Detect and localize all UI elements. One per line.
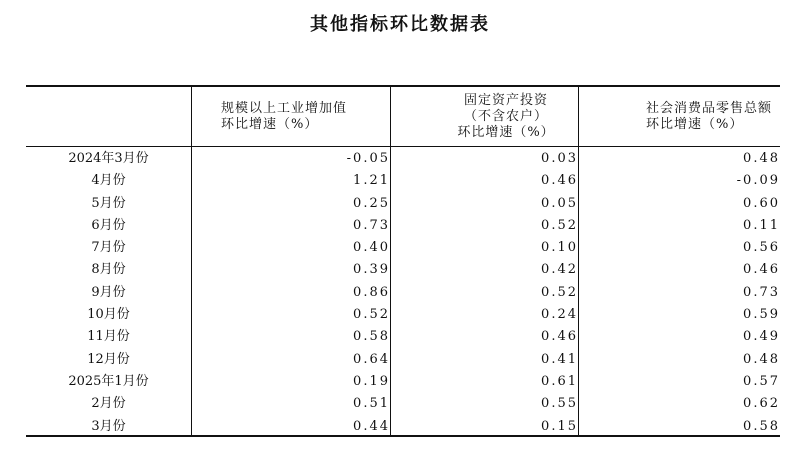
industrial-cell: 1.21 xyxy=(353,173,390,189)
period-cell: 8月份 xyxy=(91,262,126,278)
retail-cell: 0.46 xyxy=(743,262,780,278)
investment-cell: 0.52 xyxy=(541,217,578,233)
period-cell: 9月份 xyxy=(91,284,126,300)
investment-cell: 0.52 xyxy=(541,284,578,300)
header-line: （不含农户） xyxy=(463,109,548,124)
investment-cell: 0.61 xyxy=(541,373,578,389)
period-cell: 3月份 xyxy=(91,418,126,434)
investment-cell: 0.24 xyxy=(541,307,578,323)
industrial-cell: 0.25 xyxy=(353,195,390,211)
period-cell: 4月份 xyxy=(91,173,126,189)
retail-cell: 0.48 xyxy=(743,351,780,367)
industrial-cell: 0.40 xyxy=(353,240,390,256)
header-line: 规模以上工业增加值 xyxy=(221,101,348,116)
header-fixed-asset-investment xyxy=(446,89,566,145)
investment-cell: 0.42 xyxy=(541,262,578,278)
retail-cell: -0.09 xyxy=(736,173,780,189)
retail-cell: 0.56 xyxy=(743,240,780,256)
table-row xyxy=(26,393,780,415)
industrial-cell: 0.64 xyxy=(353,351,390,367)
retail-cell: 0.59 xyxy=(743,307,780,323)
page-title: 其他指标环比数据表 xyxy=(310,14,490,35)
table-body xyxy=(26,148,780,438)
table-row xyxy=(26,326,780,348)
investment-cell: 0.05 xyxy=(541,195,578,211)
investment-cell: 0.41 xyxy=(541,351,578,367)
industrial-cell: 0.52 xyxy=(353,307,390,323)
industrial-cell: 0.51 xyxy=(353,396,390,412)
table-row xyxy=(26,349,780,371)
investment-cell: 0.55 xyxy=(541,396,578,412)
header-line: 固定资产投资 xyxy=(463,93,548,108)
investment-cell: 0.10 xyxy=(541,240,578,256)
industrial-cell: 0.19 xyxy=(353,373,390,389)
period-cell: 2月份 xyxy=(91,396,126,412)
industrial-cell: 0.44 xyxy=(353,418,390,434)
table-row xyxy=(26,170,780,192)
header-retail-sales xyxy=(646,89,780,145)
period-cell: 10月份 xyxy=(87,307,130,323)
period-cell: 5月份 xyxy=(91,195,126,211)
retail-cell: 0.73 xyxy=(743,284,780,300)
investment-cell: 0.46 xyxy=(541,173,578,189)
investment-cell: 0.03 xyxy=(541,151,578,166)
header-line: 环比增速（%） xyxy=(221,117,319,132)
industrial-cell: -0.05 xyxy=(346,151,390,166)
table-top-rule xyxy=(26,85,780,87)
table-row xyxy=(26,237,780,259)
industrial-cell: 0.73 xyxy=(353,217,390,233)
header-line: 环比增速（%） xyxy=(646,117,744,132)
table-row xyxy=(26,215,780,237)
period-cell: 2024年3月份 xyxy=(68,151,149,166)
retail-cell: 0.58 xyxy=(743,418,780,434)
table-row xyxy=(26,371,780,393)
retail-cell: 0.60 xyxy=(743,195,780,211)
period-cell: 7月份 xyxy=(91,240,126,256)
table-row xyxy=(26,304,780,326)
investment-cell: 0.46 xyxy=(541,329,578,345)
industrial-cell: 0.39 xyxy=(353,262,390,278)
period-cell: 12月份 xyxy=(87,351,130,367)
investment-cell: 0.15 xyxy=(541,418,578,434)
header-line: 社会消费品零售总额 xyxy=(646,101,773,116)
retail-cell: 0.49 xyxy=(743,329,780,345)
table-row xyxy=(26,148,780,170)
table-row xyxy=(26,416,780,438)
header-industrial-value-added xyxy=(221,89,391,145)
period-cell: 11月份 xyxy=(87,329,130,345)
table-row xyxy=(26,282,780,304)
table-header-rule xyxy=(26,146,780,147)
table-row xyxy=(26,193,780,215)
retail-cell: 0.11 xyxy=(743,217,780,233)
industrial-cell: 0.58 xyxy=(353,329,390,345)
header-line: 环比增速（%） xyxy=(457,125,555,140)
period-cell: 6月份 xyxy=(91,217,126,233)
table-row xyxy=(26,259,780,281)
retail-cell: 0.62 xyxy=(743,396,780,412)
retail-cell: 0.57 xyxy=(743,373,780,389)
retail-cell: 0.48 xyxy=(743,151,780,166)
industrial-cell: 0.86 xyxy=(353,284,390,300)
period-cell: 2025年1月份 xyxy=(68,373,149,389)
